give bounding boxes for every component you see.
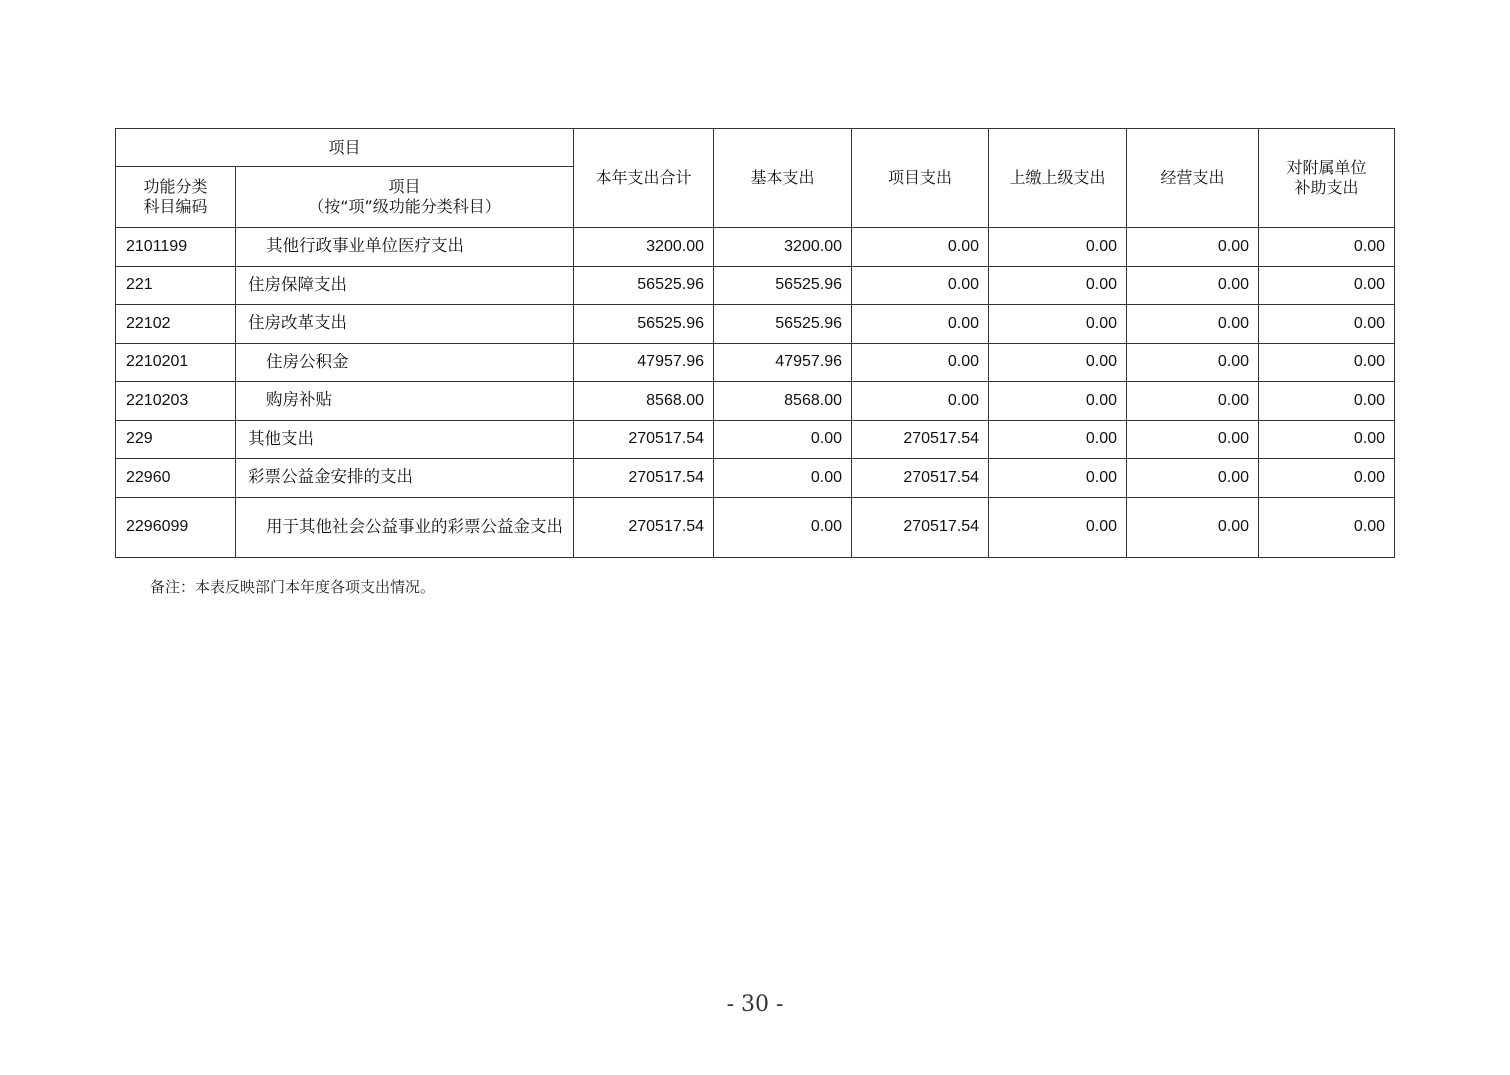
cell-business: 0.00: [1127, 343, 1259, 382]
cell-name: 住房保障支出: [236, 266, 574, 305]
cell-basic: 0.00: [714, 497, 852, 557]
cell-project: 0.00: [852, 266, 989, 305]
cell-project: 0.00: [852, 305, 989, 344]
cell-code: 221: [116, 266, 236, 305]
cell-total: 3200.00: [574, 228, 714, 267]
header-item-group: 项目: [116, 129, 574, 167]
page-number: - 30 -: [726, 992, 784, 1017]
cell-subsidy: 0.00: [1259, 420, 1395, 459]
cell-remit: 0.00: [989, 305, 1127, 344]
cell-subsidy: 0.00: [1259, 497, 1395, 557]
cell-subsidy: 0.00: [1259, 228, 1395, 267]
cell-name: 住房公积金: [236, 343, 574, 382]
cell-subsidy: 0.00: [1259, 382, 1395, 421]
cell-remit: 0.00: [989, 382, 1127, 421]
header-subsidy-line1: 对附属单位: [1286, 158, 1367, 177]
cell-subsidy: 0.00: [1259, 459, 1395, 498]
cell-total: 270517.54: [574, 420, 714, 459]
cell-business: 0.00: [1127, 266, 1259, 305]
header-project: 项目支出: [852, 129, 989, 228]
table-note: 备注：本表反映部门本年度各项支出情况。: [150, 578, 436, 596]
cell-total: 56525.96: [574, 266, 714, 305]
cell-project: 0.00: [852, 382, 989, 421]
cell-code: 22960: [116, 459, 236, 498]
cell-name: 住房改革支出: [236, 305, 574, 344]
cell-name: 购房补贴: [236, 382, 574, 421]
header-basic: 基本支出: [714, 129, 852, 228]
header-remit: 上缴上级支出: [989, 129, 1127, 228]
table-row: [116, 343, 1395, 382]
cell-total: 8568.00: [574, 382, 714, 421]
cell-name: 彩票公益金安排的支出: [236, 459, 574, 498]
cell-code: 22102: [116, 305, 236, 344]
table-row: [116, 228, 1395, 267]
cell-business: 0.00: [1127, 228, 1259, 267]
cell-name: 其他行政事业单位医疗支出: [236, 228, 574, 267]
cell-basic: 56525.96: [714, 305, 852, 344]
header-code: [116, 167, 236, 228]
cell-total: 270517.54: [574, 497, 714, 557]
cell-basic: 8568.00: [714, 382, 852, 421]
header-business: 经营支出: [1127, 129, 1259, 228]
cell-project: 270517.54: [852, 459, 989, 498]
cell-business: 0.00: [1127, 420, 1259, 459]
cell-code: 2296099: [116, 497, 236, 557]
cell-business: 0.00: [1127, 382, 1259, 421]
header-code-line1: 功能分类: [143, 177, 208, 196]
cell-remit: 0.00: [989, 497, 1127, 557]
table-row: [116, 305, 1395, 344]
expenditure-table-container: [115, 128, 1395, 558]
header-total: 本年支出合计: [574, 129, 714, 228]
table-row: [116, 459, 1395, 498]
cell-code: 2210203: [116, 382, 236, 421]
cell-code: 2210201: [116, 343, 236, 382]
cell-remit: 0.00: [989, 228, 1127, 267]
cell-code: 229: [116, 420, 236, 459]
cell-basic: 56525.96: [714, 266, 852, 305]
cell-name: 其他支出: [236, 420, 574, 459]
table-row: [116, 382, 1395, 421]
header-name-line2: （按“项”级功能分类科目）: [308, 197, 501, 216]
cell-business: 0.00: [1127, 305, 1259, 344]
cell-total: 270517.54: [574, 459, 714, 498]
table-row: [116, 420, 1395, 459]
cell-subsidy: 0.00: [1259, 305, 1395, 344]
header-subsidy-line2: 补助支出: [1294, 178, 1359, 197]
cell-project: 270517.54: [852, 420, 989, 459]
header-name-line1: 项目: [388, 177, 421, 196]
cell-total: 47957.96: [574, 343, 714, 382]
header-code-line2: 科目编码: [143, 197, 208, 216]
cell-name: 用于其他社会公益事业的彩票公益金支出: [236, 497, 574, 557]
cell-basic: 47957.96: [714, 343, 852, 382]
cell-total: 56525.96: [574, 305, 714, 344]
cell-basic: 3200.00: [714, 228, 852, 267]
header-name: [236, 167, 574, 228]
header-subsidy: [1259, 129, 1395, 228]
cell-project: 0.00: [852, 228, 989, 267]
cell-basic: 0.00: [714, 459, 852, 498]
header-row-1: [116, 129, 1395, 167]
cell-basic: 0.00: [714, 420, 852, 459]
expenditure-table: [115, 128, 1395, 558]
cell-business: 0.00: [1127, 459, 1259, 498]
table-row: [116, 266, 1395, 305]
cell-remit: 0.00: [989, 343, 1127, 382]
cell-project: 270517.54: [852, 497, 989, 557]
cell-remit: 0.00: [989, 420, 1127, 459]
cell-subsidy: 0.00: [1259, 343, 1395, 382]
cell-project: 0.00: [852, 343, 989, 382]
cell-business: 0.00: [1127, 497, 1259, 557]
cell-remit: 0.00: [989, 459, 1127, 498]
table-row: [116, 497, 1395, 557]
cell-code: 2101199: [116, 228, 236, 267]
cell-remit: 0.00: [989, 266, 1127, 305]
cell-subsidy: 0.00: [1259, 266, 1395, 305]
